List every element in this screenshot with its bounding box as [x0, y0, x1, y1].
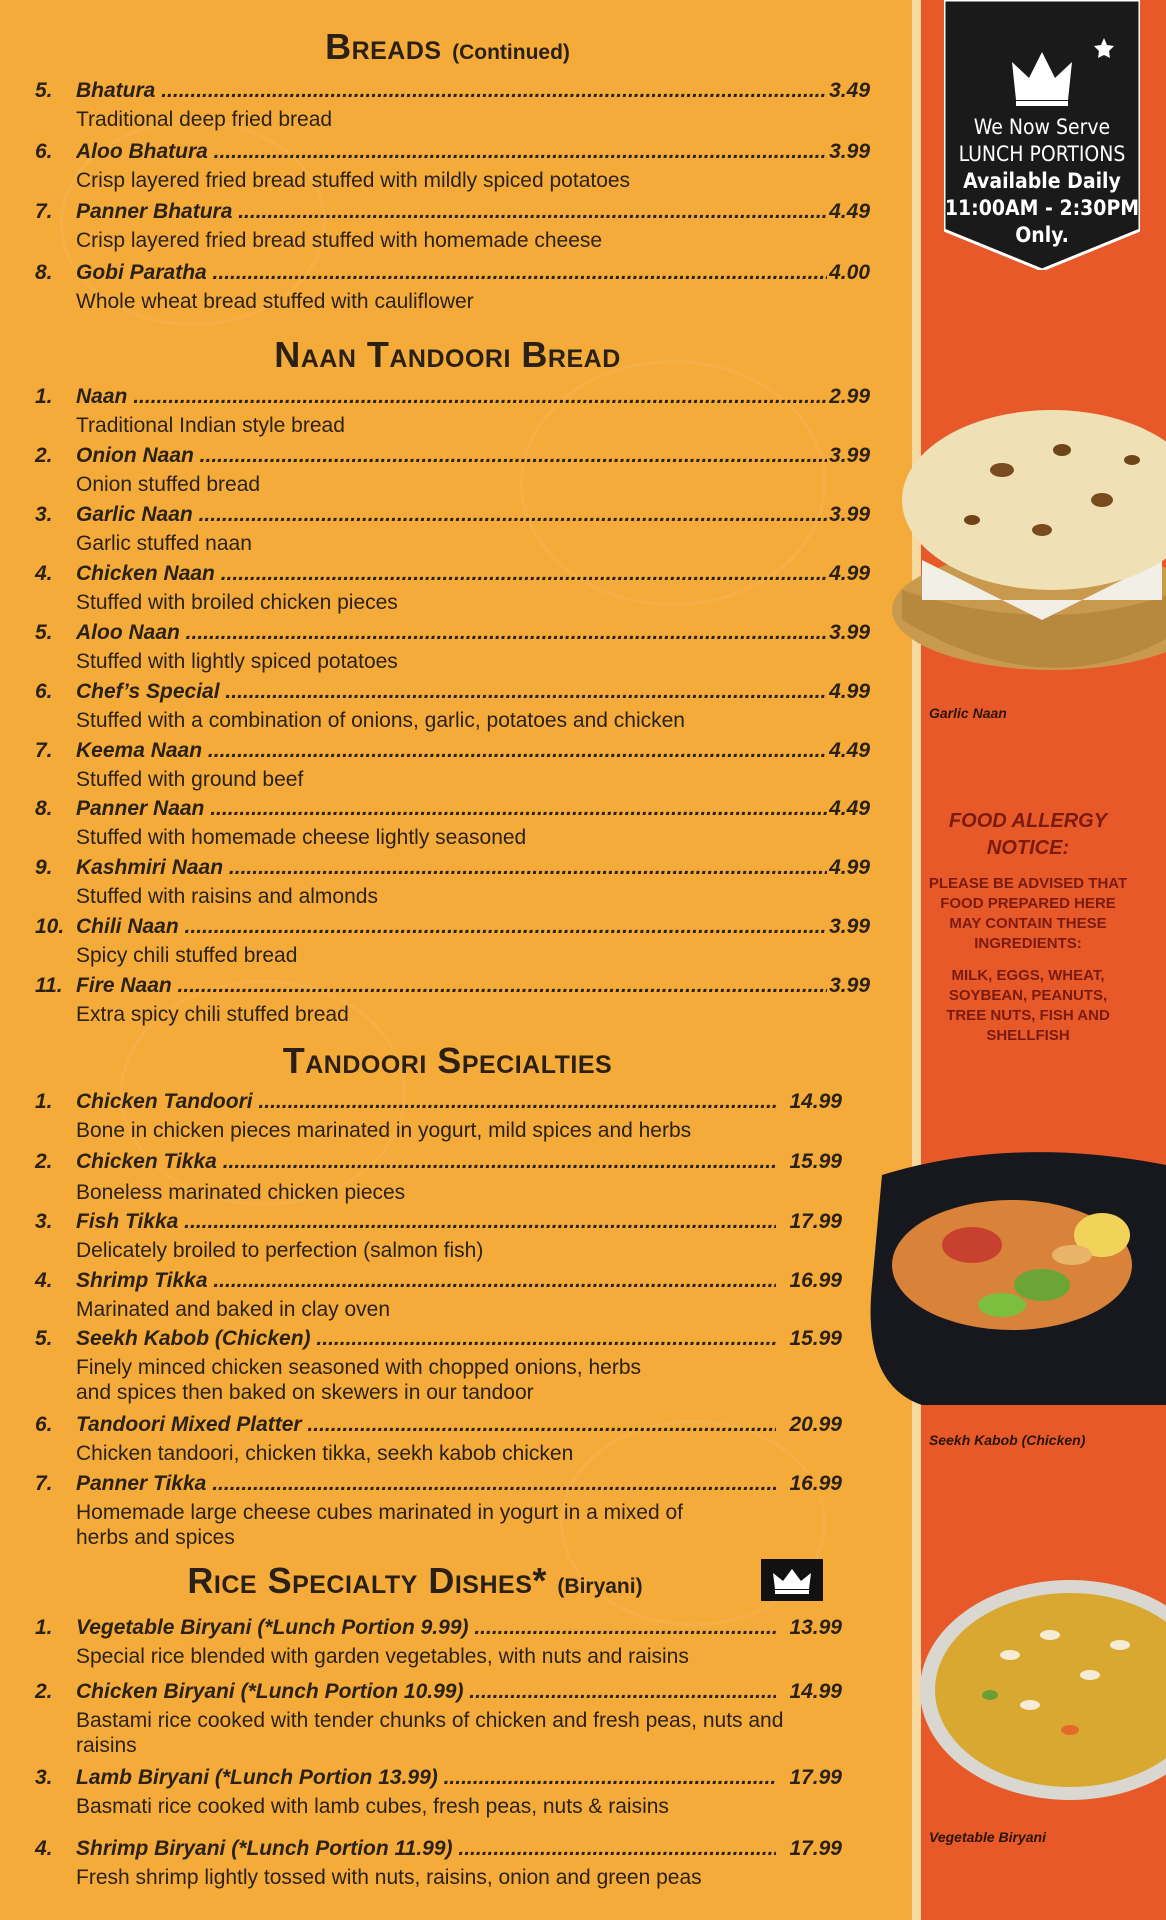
item-number: 3.: [35, 503, 53, 526]
item-price: 14.99: [789, 1090, 842, 1113]
item-name: Fire Naan .....: [76, 974, 842, 1000]
item-name: Panner Tikka .....: [76, 1472, 776, 1498]
item-number: 7.: [35, 739, 53, 762]
item-price: 4.49: [829, 200, 870, 223]
banner-line: LUNCH PORTIONS: [958, 142, 1126, 166]
item-price: 4.99: [829, 856, 870, 879]
item-number: 6.: [35, 1413, 53, 1436]
item-number: 9.: [35, 856, 53, 879]
section-subtitle: (Biryani): [557, 1575, 643, 1598]
item-description: Basmati rice cooked with lamb cubes, fresh peas, nuts & raisins: [76, 1795, 669, 1818]
item-name: Vegetable Biryani: [76, 1616, 252, 1639]
item-description: Stuffed with a combination of onions, garlic, potatoes and chicken: [76, 709, 685, 732]
item-price: 3.99: [829, 503, 870, 526]
item-price: 4.49: [829, 739, 870, 762]
item-price: 20.99: [789, 1413, 842, 1436]
item-description: Boneless marinated chicken pieces: [76, 1181, 406, 1204]
item-price: 3.99: [829, 915, 870, 938]
item-name: Chicken Tandoori .....: [76, 1090, 776, 1116]
lunch-portion: (*Lunch Portion 13.99): [214, 1766, 438, 1789]
item-name: Naan .....: [76, 385, 842, 411]
item-description: Extra spicy chili stuffed bread: [76, 1003, 349, 1026]
photo-caption: Garlic Naan: [929, 705, 1007, 721]
item-name: Chicken Biryani: [76, 1680, 235, 1703]
item-description: Garlic stuffed naan: [76, 532, 252, 555]
item-price: 3.99: [829, 974, 870, 997]
crown-badge-icon: [761, 1559, 823, 1601]
item-name: Chef’s Special .....: [76, 680, 842, 706]
item-description: Traditional Indian style bread: [76, 414, 345, 437]
item-description: Traditional deep fried bread: [76, 108, 333, 131]
item-price: 15.99: [789, 1327, 842, 1350]
banner-line: 11:00AM - 2:30PM: [944, 196, 1140, 220]
item-number: 2.: [35, 1680, 53, 1703]
item-name: Panner Naan .....: [76, 797, 842, 823]
allergy-notice: [928, 808, 1128, 1046]
item-name: Lamb Biryani: [76, 1766, 210, 1789]
item-number: 1.: [35, 385, 53, 408]
item-price: 15.99: [789, 1150, 842, 1173]
item-number: 6.: [35, 140, 53, 163]
section-title-breads: [0, 26, 895, 68]
seekh-kabob-photo: [862, 1135, 1166, 1405]
item-description: Crisp layered fried bread stuffed with homemade cheese: [76, 229, 603, 252]
allergy-heading: FOOD ALLERGY NOTICE:: [948, 810, 1108, 859]
item-name: Aloo Naan .....: [76, 621, 842, 647]
lunch-portion: (*Lunch Portion 11.99): [231, 1837, 453, 1860]
item-number: 6.: [35, 680, 53, 703]
item-name: Bhatura .....: [76, 79, 842, 105]
banner-line: We Now Serve: [973, 115, 1111, 139]
item-number: 11.: [35, 974, 63, 997]
item-name: Shrimp Tikka .....: [76, 1269, 776, 1295]
section-title-text: Naan Tandoori Bread: [274, 334, 621, 375]
item-price: 17.99: [789, 1210, 842, 1233]
item-name: Chicken Tikka .....: [76, 1150, 776, 1176]
item-description: Stuffed with broiled chicken pieces: [76, 591, 398, 614]
item-price: 16.99: [789, 1472, 842, 1495]
item-name: Seekh Kabob (Chicken) .....: [76, 1327, 776, 1353]
item-number: 5.: [35, 621, 53, 644]
item-number: 3.: [35, 1210, 53, 1233]
item-description: Onion stuffed bread: [76, 473, 261, 496]
section-title-tandoori: [0, 1040, 895, 1082]
item-description: Fresh shrimp lightly tossed with nuts, raisins, onion and green peas: [76, 1866, 702, 1889]
photo-caption: Seekh Kabob (Chicken): [929, 1432, 1086, 1448]
item-name-line: [76, 1680, 776, 1706]
item-name-line: [76, 1837, 776, 1863]
lunch-portion: (*Lunch Portion 10.99): [240, 1680, 464, 1703]
lunch-portion: (*Lunch Portion 9.99): [257, 1616, 469, 1639]
section-title-text: Breads: [325, 26, 442, 67]
item-name: Gobi Paratha .....: [76, 261, 842, 287]
item-description: Delicately broiled to perfection (salmon fish): [76, 1239, 484, 1262]
lunch-banner: [944, 0, 1140, 270]
item-name: Chili Naan .....: [76, 915, 842, 941]
item-number: 7.: [35, 1472, 53, 1495]
item-number: 8.: [35, 797, 53, 820]
item-price: 17.99: [789, 1766, 842, 1789]
item-description: Chicken tandoori, chicken tikka, seekh kabob chicken: [76, 1442, 574, 1465]
item-description: Stuffed with homemade cheese lightly seasoned: [76, 826, 527, 849]
item-number: 7.: [35, 200, 53, 223]
item-price: 16.99: [789, 1269, 842, 1292]
item-price: 2.99: [829, 385, 870, 408]
item-name: Chicken Naan .....: [76, 562, 842, 588]
item-name-line: [76, 1616, 776, 1642]
item-name: Panner Bhatura .....: [76, 200, 842, 226]
section-subtitle: (Continued): [452, 41, 570, 64]
banner-text: [944, 114, 1140, 249]
item-description: Whole wheat bread stuffed with cauliflower: [76, 290, 474, 313]
photo-caption: Vegetable Biryani: [929, 1829, 1046, 1845]
item-number: 1.: [35, 1616, 53, 1639]
item-name: Keema Naan .....: [76, 739, 842, 765]
item-price: 4.00: [829, 261, 870, 284]
item-description: Marinated and baked in clay oven: [76, 1298, 391, 1321]
item-number: 5.: [35, 1327, 53, 1350]
vegetable-biryani-photo: [920, 1555, 1166, 1810]
section-title-naan: [0, 334, 895, 376]
item-name-line: [76, 1766, 776, 1792]
item-number: 1.: [35, 1090, 53, 1113]
section-title-rice: [0, 1560, 830, 1602]
item-description: Spicy chili stuffed bread: [76, 944, 298, 967]
item-number: 4.: [35, 562, 53, 585]
item-name: Fish Tikka .....: [76, 1210, 776, 1236]
item-name: Garlic Naan .....: [76, 503, 842, 529]
section-title-text: Rice Specialty Dishes*: [187, 1560, 547, 1601]
banner-line: Only.: [1015, 223, 1069, 247]
item-name: Kashmiri Naan .....: [76, 856, 842, 882]
item-number: 10.: [35, 915, 65, 938]
item-name: Tandoori Mixed Platter .....: [76, 1413, 776, 1439]
item-price: 14.99: [789, 1680, 842, 1703]
allergy-body: PLEASE BE ADVISED THAT FOOD PREPARED HERE MAY CONTAIN THESE INGREDIENTS:: [928, 875, 1128, 952]
item-description: Special rice blended with garden vegetables, with nuts and raisins: [76, 1645, 689, 1668]
item-price: 13.99: [789, 1616, 842, 1639]
banner-line: Available Daily: [963, 169, 1121, 193]
item-price: 4.99: [829, 680, 870, 703]
item-price: 4.99: [829, 562, 870, 585]
section-title-text: Tandoori Specialties: [282, 1040, 613, 1081]
item-price: 3.99: [829, 140, 870, 163]
item-name: Shrimp Biryani: [76, 1837, 226, 1860]
item-number: 4.: [35, 1837, 53, 1860]
allergy-ingredients: MILK, EGGS, WHEAT, SOYBEAN, PEANUTS, TREE NUTS, FISH AND SHELLFISH: [946, 967, 1110, 1044]
item-description: Bastami rice cooked with tender chunks of chicken and fresh peas, nuts and raisins: [76, 1709, 784, 1757]
item-description: Crisp layered fried bread stuffed with mildly spiced potatoes: [76, 169, 631, 192]
item-price: 3.99: [829, 444, 870, 467]
item-number: 3.: [35, 1766, 53, 1789]
item-number: 2.: [35, 444, 53, 467]
item-number: 4.: [35, 1269, 53, 1292]
item-description: Stuffed with raisins and almonds: [76, 885, 378, 908]
item-description: Stuffed with lightly spiced potatoes: [76, 650, 398, 673]
item-number: 5.: [35, 79, 53, 102]
garlic-naan-photo: [862, 390, 1166, 690]
item-price: 4.49: [829, 797, 870, 820]
item-price: 3.99: [829, 621, 870, 644]
item-description: Finely minced chicken seasoned with chopped onions, herbs and spices then baked on skewers in our tandoor: [76, 1356, 642, 1404]
item-name: Onion Naan .....: [76, 444, 842, 470]
item-number: 2.: [35, 1150, 53, 1173]
item-description: Homemade large cheese cubes marinated in yogurt in a mixed of herbs and spices: [76, 1501, 683, 1549]
item-price: 17.99: [789, 1837, 842, 1860]
item-number: 8.: [35, 261, 53, 284]
item-price: 3.49: [829, 79, 870, 102]
item-description: Bone in chicken pieces marinated in yogurt, mild spices and herbs: [76, 1119, 692, 1142]
item-description: Stuffed with ground beef: [76, 768, 304, 791]
item-name: Aloo Bhatura .....: [76, 140, 842, 166]
